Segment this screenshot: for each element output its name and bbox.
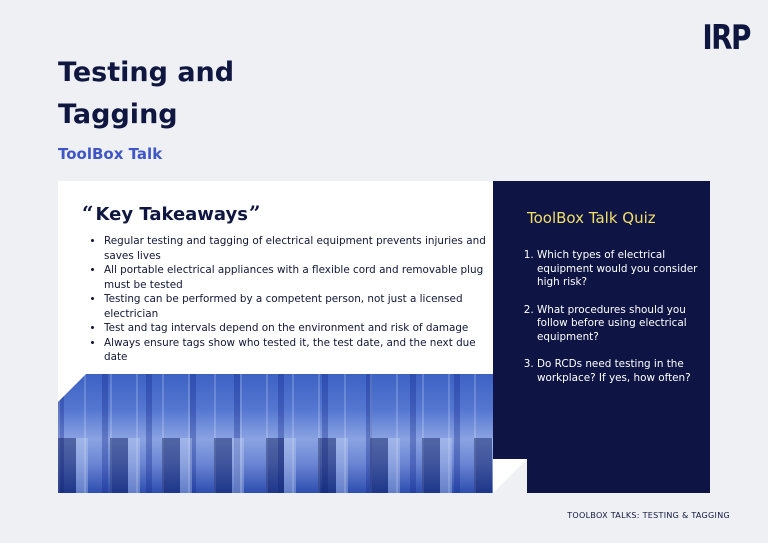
quiz-question: 2. What procedures should you follow before using electrical equipment? xyxy=(537,304,712,345)
quiz-question: 3. Do RCDs need testing in the workplace? If yes, how often? xyxy=(537,358,712,385)
quiz-questions xyxy=(527,249,712,399)
factory-photo-floor xyxy=(58,438,493,493)
quiz-question: 1. Which types of electrical equipment would you consider high risk? xyxy=(537,249,712,290)
page-title: Testing and Tagging xyxy=(58,57,235,130)
factory-photo xyxy=(58,374,493,493)
takeaway-item: • Always ensure tags show who tested it, the test date, and the next due date xyxy=(104,336,493,365)
irp-logo: IRP xyxy=(702,18,750,58)
close-quote-icon: ” xyxy=(248,201,261,225)
key-takeaways-title: Key Takeaways xyxy=(95,204,248,225)
takeaway-item: • Test and tag intervals depend on the environment and risk of damage xyxy=(104,321,493,336)
quiz-title: ToolBox Talk Quiz xyxy=(527,209,656,227)
takeaways-list xyxy=(88,234,493,365)
takeaway-item: • Testing can be performed by a competent person, not just a licensed electrician xyxy=(104,292,493,321)
key-takeaways-card xyxy=(58,181,493,493)
key-takeaways-heading xyxy=(82,201,261,225)
takeaway-item: • Regular testing and tagging of electrical equipment prevents injuries and saves lives xyxy=(104,234,493,263)
quiz-panel xyxy=(493,181,710,493)
open-quote-icon: “ xyxy=(82,201,94,225)
page-subtitle: ToolBox Talk xyxy=(58,145,163,163)
footer-label: TOOLBOX TALKS: TESTING & TAGGING xyxy=(567,511,730,520)
takeaway-item: • All portable electrical appliances with a flexible cord and removable plug must be tested xyxy=(104,263,493,292)
